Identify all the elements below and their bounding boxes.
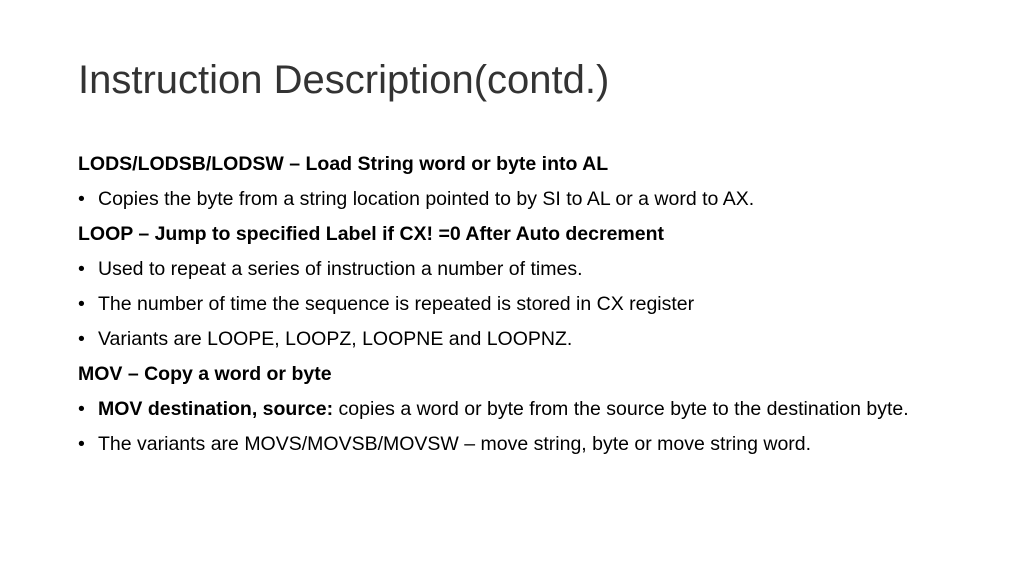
list-item bbox=[78, 257, 938, 281]
list-item bbox=[78, 292, 938, 316]
section-heading-mov: MOV – Copy a word or byte bbox=[78, 363, 332, 385]
bullet-icon: • bbox=[78, 258, 85, 280]
section-heading-lods: LODS/LODSB/LODSW – Load String word or byte into AL bbox=[78, 153, 609, 175]
list-item bbox=[78, 187, 938, 211]
list-item bbox=[78, 397, 938, 421]
slide-title: Instruction Description(contd.) bbox=[78, 58, 610, 102]
list-item bbox=[78, 432, 938, 456]
slide-body bbox=[78, 152, 938, 467]
section-heading-loop: LOOP – Jump to specified Label if CX! =0 After Auto decrement bbox=[78, 223, 665, 245]
bullet-icon: • bbox=[78, 433, 85, 455]
bullet-text: Copies the byte from a string location pointed to by SI to AL or a word to AX. bbox=[98, 188, 755, 210]
bullet-text: Variants are LOOPE, LOOPZ, LOOPNE and LOOPNZ. bbox=[98, 328, 573, 350]
bullet-rest: copies a word or byte from the source byte to the destination byte. bbox=[333, 398, 909, 420]
bullet-text bbox=[98, 398, 909, 420]
list-item bbox=[78, 327, 938, 351]
bullet-icon: • bbox=[78, 328, 85, 350]
bullet-icon: • bbox=[78, 188, 85, 210]
bullet-icon: • bbox=[78, 293, 85, 315]
bullet-text: The number of time the sequence is repeated is stored in CX register bbox=[98, 293, 695, 315]
bullet-icon: • bbox=[78, 398, 85, 420]
bullet-bold-lead: MOV destination, source: bbox=[98, 398, 334, 420]
bullet-text: The variants are MOVS/MOVSB/MOVSW – move string, byte or move string word. bbox=[98, 433, 812, 455]
bullet-text: Used to repeat a series of instruction a number of times. bbox=[98, 258, 583, 280]
